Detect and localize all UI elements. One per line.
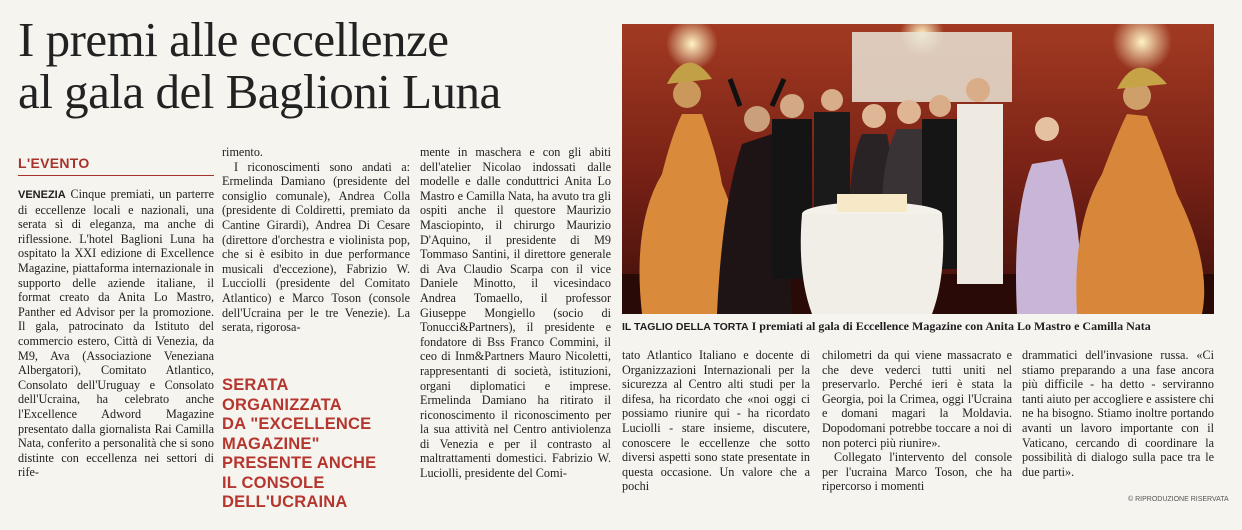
section-divider	[18, 175, 214, 176]
headline-line-2: al gala del Baglioni Luna	[18, 64, 501, 119]
headline	[18, 14, 618, 118]
column-3-text: mente in maschera e con gli abiti dell'atelier Nicolao indossati dalle modelle e dalle conduttrici Anita Lo Mastro e Camilla Nata, ha avuto tra gli ospiti anche il questore Maurizio Masciopinto, il chirurgo Maurizio D'Aquino, il presidente di M9 Tommaso Santini, il direttore generale di Ava Claudio Scarpa con il vice Daniele Minotto, il vicesindaco Andrea Tomaello, il professor Giuseppe Mongiello (socio di Tonucci&Partners), il presidente e fondatore di Bss Franco Commini, il ceo di Inm&Partners Mauro Nicoletti, rappresentanti di società, istituzioni, organi diplomatici e imprese. Ermelinda Damiano ha ritirato il riconoscimento il riconoscimento per la sua attività nel Centro antiviolenza di Venezia e per il contrasto al maltrattamenti domestici. Fabrizio W. Luciolli, presidente del Comi-	[420, 145, 611, 481]
pull-quote-line: SERATA ORGANIZZATA	[222, 376, 342, 414]
column-2-para-2: I riconoscimenti sono andati a: Ermelinda Damiano (presidente del consiglio comunale), Andrea Colla (presidente di Coldiretti, premiato da Cantine Girardi), Andrea Di Cesare (direttore d'orchestra e violinista pop, che si è esibito in due performance musicali d'eccezione), Fabrizio W. Lucciolli (presidente del Comitato Atlantico) e Marco Toson (console dell'Ucraina per le tre Venezie). La serata, rigorosa-	[222, 159, 410, 335]
event-photo-illustration	[622, 24, 1214, 314]
article-column-4	[622, 348, 810, 494]
article-column-6	[1022, 348, 1214, 479]
pull-quote-line: DA "EXCELLENCE	[222, 415, 372, 433]
caption-kicker: IL TAGLIO DELLA TORTA	[622, 321, 749, 333]
pull-quote-line: IL CONSOLE	[222, 473, 325, 492]
caption-text: I premiati al gala di Eccellence Magazine con Anita Lo Mastro e Camilla Nata	[751, 319, 1151, 333]
column-5-para-1: chilometri da qui viene massacrato e che deve vederci tutti uniti nel preservarlo. Perché ieri è stata la Georgia, poi la Crimea, oggi l'Ucraina e domani magari la Moldavia. Dopodomani potrebbe toccare a noi di non poterci più riunire».	[822, 348, 1012, 450]
column-5-para-2: Collegato l'intervento del console per l'ucraina Marco Toson, che ha ripercorso i momenti	[822, 450, 1012, 494]
article-column-3	[420, 145, 611, 481]
copyright-note: © RIPRODUZIONE RISERVATA	[1128, 496, 1229, 503]
article-column-5	[822, 348, 1012, 494]
article-column-1	[18, 187, 214, 480]
column-4-text: tato Atlantico Italiano e docente di Organizzazioni Internazionali per la sicurezza al Centro alti studi per la difesa, ha ricordato che «noi oggi ci possiamo riunire qui - ha ricordato Luciolli - stare insieme, discutere, conoscere le eccellenze che sotto diversi aspetti sono state presentate in questa occasione. Un valore che a pochi	[622, 348, 810, 494]
column-6-text: drammatici dell'invasione russa. «Ci stiamo preparando a una fase ancora più difficile - ha detto - serviranno tanti aiuto per accogliere e assistere chi ne ha bisogno. Stiamo inoltre portando avanti un lavoro importante con il Vaticano, cercando di coordinare la possibilità di dialogo sulla pace tra le due parti».	[1022, 348, 1214, 479]
pull-quote-line: DELL'UCRAINA	[222, 493, 348, 511]
pull-quote-line: PRESENTE ANCHE	[222, 454, 377, 472]
column-2-para-1: rimento.	[222, 145, 263, 159]
article-column-2	[222, 145, 410, 335]
pull-quote-line: MAGAZINE"	[222, 434, 320, 453]
dateline: VENEZIA	[18, 189, 66, 201]
section-label: L'EVENTO	[18, 155, 90, 171]
pull-quote	[222, 376, 412, 513]
photo-caption	[622, 319, 1214, 334]
headline-line-1: I premi alle eccellenze	[18, 12, 449, 67]
column-1-text: Cinque premiati, un parterre di eccellenze locali e nazionali, una serata sì di eleganza, ma anche di riflessione. L'hotel Baglioni Luna ha ospitato la XXI edizione di Excellence Magazine, piattaforma internazionale in supporto delle aziende italiane, il format creato da Anita Lo Mastro, Panther ed Advisor per la promozione. Il gala, patrocinato da Istituto del commercio estero, Città di Venezia, da M9, Ava (Associazione Veneziana Albergatori), Comitato Atlantico, Consolato dell'Uruguay e Consolato dell'Ucraina, ha celebrato anche l'Excellence Adword Magazine presentato dalla giornalista Rai Camilla Nata, conferito a personalità che si sono distinte con eccellenza nei settori di rife-	[18, 187, 214, 480]
event-photo	[622, 24, 1214, 314]
